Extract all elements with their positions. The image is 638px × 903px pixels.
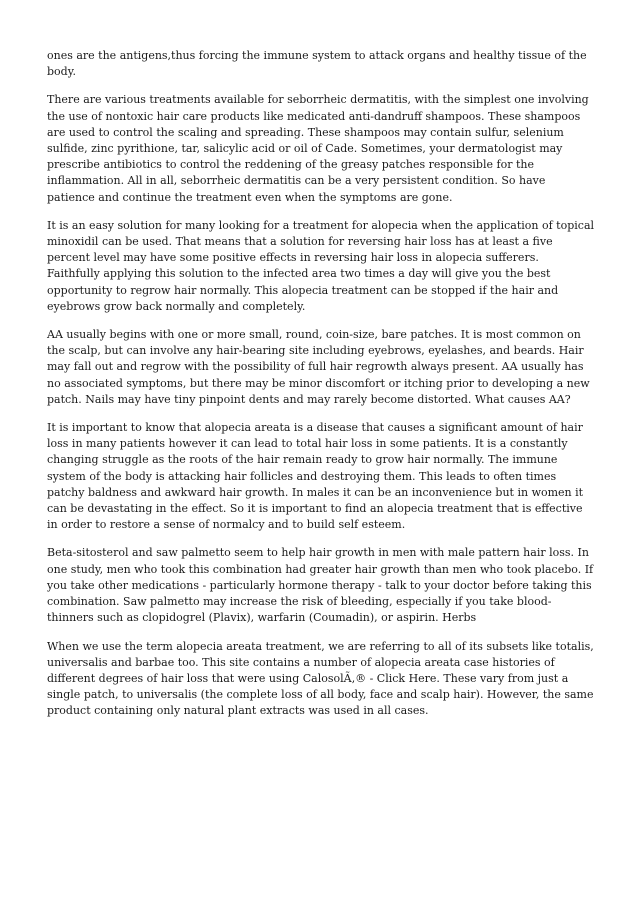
paragraph-6: Beta-sitosterol and saw palmetto seem to help hair growth in men with male pattern hair loss. In one study, men who took this combination had greater hair growth than men who took placebo. If you take other medications - particularly hormone therapy - talk to your doctor before taking this combination. Saw palmetto may increase the risk of bleeding, especially if you take blood-thinners such as clopidogrel (Plavix), warfarin (Coumadin), or aspirin. Herbs [47,546,594,625]
paragraph-4: AA usually begins with one or more small, round, coin-size, bare patches. It is most common on the scalp, but can involve any hair-bearing site including eyebrows, eyelashes, and beards. Hair may fall out and regrow with the possibility of full hair regrowth always present. AA usually has no associated symptoms, but there may be minor discomfort or itching prior to developing a new patch. Nails may have tiny pinpoint dents and may rarely become distorted. What causes AA? [47,328,590,406]
paragraph-7: When we use the term alopecia areata treatment, we are referring to all of its subsets like totalis, universalis and barbae too. This site contains a number of alopecia areata case histories of different degrees of hair loss that were using CalosolÃ‚® - Click Here. These vary from just a single patch, to universalis (the complete loss of all body, face and scalp hair). However, the same product containing only natural plant extracts was used in all cases. [47,639,594,718]
paragraph-2: There are various treatments available for seborrheic dermatitis, with the simplest one involving the use of nontoxic hair care products like medicated anti-dandruff shampoos. These shampoos are used to control the scaling and spreading. These shampoos may contain sulfur, selenium sulfide, zinc pyrithione, tar, salicylic acid or oil of Cade. Sometimes, your dermatologist may prescribe antibiotics to control the reddening of the greasy patches responsible for the inflammation. All in all, seborrheic dermatitis can be a very persistent condition. So have patience and continue the treatment even when the symptoms are gone. [47,93,589,204]
paragraph-3: It is an easy solution for many looking for a treatment for alopecia when the application of topical minoxidil can be used. That means that a solution for reversing hair loss has at least a five percent level may have some positive effects in reversing hair loss in alopecia sufferers. Faithfully applying this solution to the infected area two times a day will give you the best opportunity to regrow hair normally. This alopecia treatment can be stopped if the hair and eyebrows grow back normally and completely. [47,218,595,313]
document-page [47,48,595,732]
paragraph-1: ones are the antigens,thus forcing the immune system to attack organs and healthy tissue of the body. [47,49,587,79]
paragraph-5: It is important to know that alopecia areata is a disease that causes a significant amount of hair loss in many patients however it can lead to total hair loss in some patients. It is a constantly changing struggle as the roots of the hair remain ready to grow hair normally. The immune system of the body is attacking hair follicles and destroying them. This leads to often times patchy baldness and awkward hair growth. In males it can be an inconvenience but in women it can be devastating in the effect. So it is important to find an alopecia treatment that is effective in order to restore a sense of normalcy and to build self esteem. [47,421,584,532]
